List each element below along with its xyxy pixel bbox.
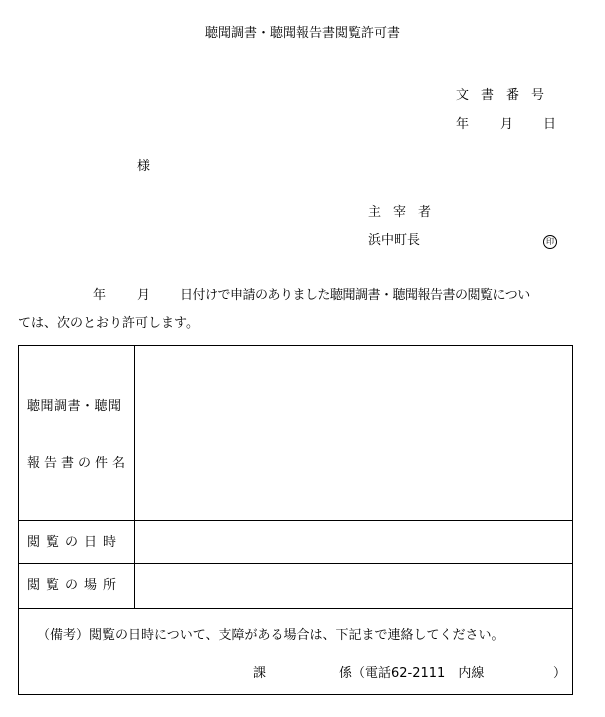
- body-line1: 日付けで申請のありました聴聞調書・聴聞報告書の閲覧につい: [180, 288, 530, 303]
- body-month: 月: [137, 288, 151, 303]
- place-label: 閲覧の場所: [27, 578, 123, 593]
- note-row: [19, 609, 572, 696]
- contact-close: ）: [553, 666, 567, 681]
- contact-section: 課: [253, 666, 267, 681]
- subject-label-line1: 聴聞調書・聴聞: [27, 399, 122, 414]
- subject-label-line2: 報告書の件名: [27, 456, 130, 471]
- subject-row: [19, 346, 572, 521]
- place-label-cell: [19, 564, 135, 608]
- addressee-suffix: 様: [137, 159, 151, 174]
- body-year: 年: [93, 288, 107, 303]
- permit-table: [18, 345, 573, 695]
- datetime-label: 閲覧の日時: [27, 535, 123, 550]
- body-line2: ては、次のとおり許可します。: [18, 316, 199, 331]
- place-row: [19, 564, 572, 609]
- note-text: （備考）閲覧の日時について、支障がある場合は、下記まで連絡してください。: [37, 628, 505, 643]
- date-day-label: 日: [543, 117, 557, 132]
- authority-name: 浜中町長: [368, 233, 421, 248]
- date-month-label: 月: [500, 117, 514, 132]
- contact-staff: 係（電話62-2111 内線: [339, 666, 485, 681]
- datetime-value-cell: [135, 521, 572, 563]
- subject-value-cell: [135, 346, 572, 520]
- document-title: 聴聞調書・聴聞報告書閲覧許可書: [204, 26, 400, 41]
- datetime-row: [19, 521, 572, 564]
- seal-mark: 印: [543, 235, 557, 249]
- seal-icon: [543, 234, 557, 249]
- datetime-label-cell: [19, 521, 135, 563]
- subject-label-cell: [19, 346, 135, 520]
- place-value-cell: [135, 564, 572, 608]
- organizer-label: 主宰者: [368, 205, 444, 220]
- date-year-label: 年: [456, 117, 470, 132]
- doc-number-label: 文書番号: [456, 88, 557, 103]
